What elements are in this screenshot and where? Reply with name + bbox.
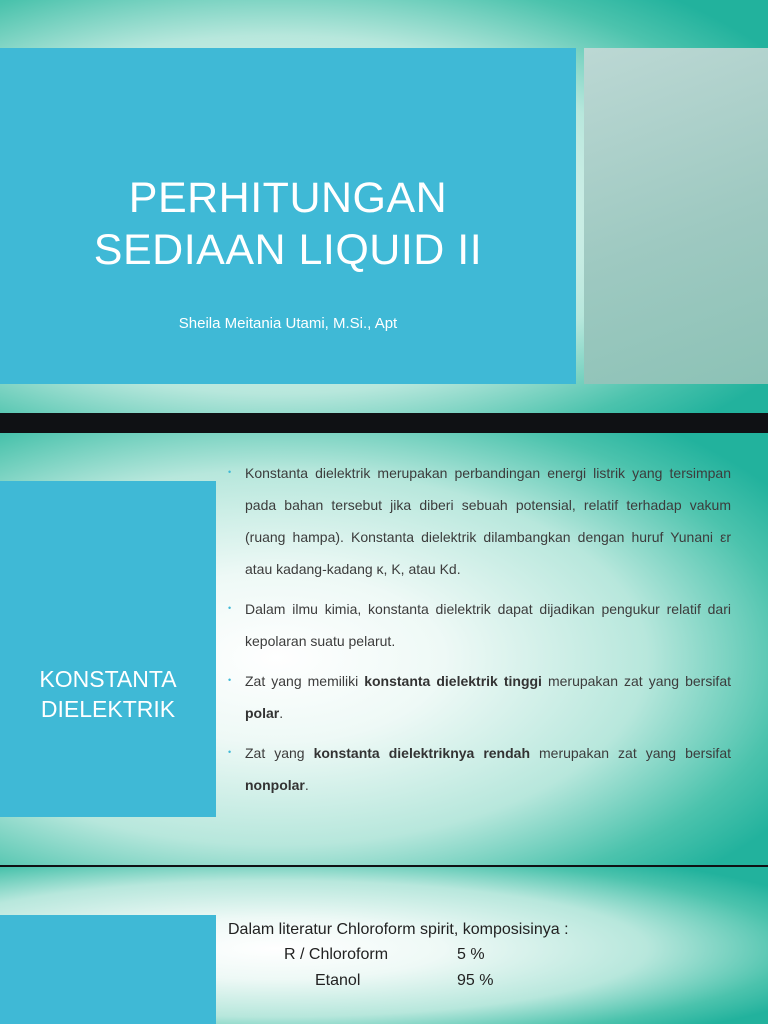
composition-row	[228, 942, 748, 968]
slide-title	[0, 0, 768, 413]
composition-row	[228, 968, 748, 994]
bold-term: polar	[245, 705, 280, 721]
bullet-icon: •	[228, 467, 232, 477]
bullet-item	[228, 593, 731, 657]
slide-heading	[0, 664, 216, 724]
heading-panel	[0, 481, 216, 817]
bullet-item	[228, 737, 731, 801]
bullet-list	[228, 457, 731, 809]
bullet-text: .	[279, 705, 284, 721]
title-line-2: SEDIAAN LIQUID II	[93, 226, 483, 274]
heading-panel	[0, 915, 216, 1024]
bullet-icon: •	[228, 675, 232, 685]
title-line-1: PERHITUNGAN	[128, 174, 448, 222]
bold-term: nonpolar	[245, 777, 305, 793]
slide-konstanta-dielektrik	[0, 433, 768, 865]
bullet-item	[228, 665, 731, 729]
ingredient-percent: 5 %	[457, 946, 485, 963]
ingredient-name: R / Chloroform	[284, 946, 389, 963]
side-decor-panel	[584, 48, 768, 384]
author-name: Sheila Meitania Utami, M.Si., Apt	[178, 315, 398, 332]
composition-block	[228, 917, 748, 994]
bullet-text: merupakan zat yang bersifat	[541, 673, 731, 689]
bullet-icon: •	[228, 603, 232, 613]
ingredient-name: Etanol	[315, 972, 361, 989]
bullet-item	[228, 457, 731, 585]
ingredient-percent: 95 %	[457, 972, 494, 989]
bullet-text: Dalam ilmu kimia, konstanta dielektrik dapat dijadikan pengukur relatif dari kepolaran suatu pelarut.	[245, 601, 731, 649]
composition-intro: Dalam literatur Chloroform spirit, komposisinya :	[228, 921, 569, 938]
bullet-text: .	[304, 777, 309, 793]
bold-term: konstanta dielektrik tinggi	[364, 673, 542, 689]
heading-line-1: KONSTANTA	[39, 666, 177, 692]
bullet-text: Zat yang	[245, 745, 314, 761]
bullet-text: Konstanta dielektrik merupakan perbandingan energi listrik yang tersimpan pada bahan tersebut jika diberi sebuah potensial, relatif terhadap vakum (ruang hampa). Konstanta dielektrik dilambangkan dengan huruf Yunani εr atau kadang-kadang κ, K, atau Kd.	[245, 465, 731, 577]
presentation-title	[0, 172, 576, 276]
heading-line-2: DIELEKTRIK	[40, 696, 176, 722]
bullet-text: merupakan zat yang bersifat	[530, 745, 731, 761]
slide-chloroform-spirit	[0, 867, 768, 1024]
bullet-icon: •	[228, 747, 232, 757]
bold-term: konstanta dielektriknya rendah	[313, 745, 530, 761]
title-panel	[0, 48, 576, 384]
bullet-text: Zat yang memiliki	[245, 673, 365, 689]
